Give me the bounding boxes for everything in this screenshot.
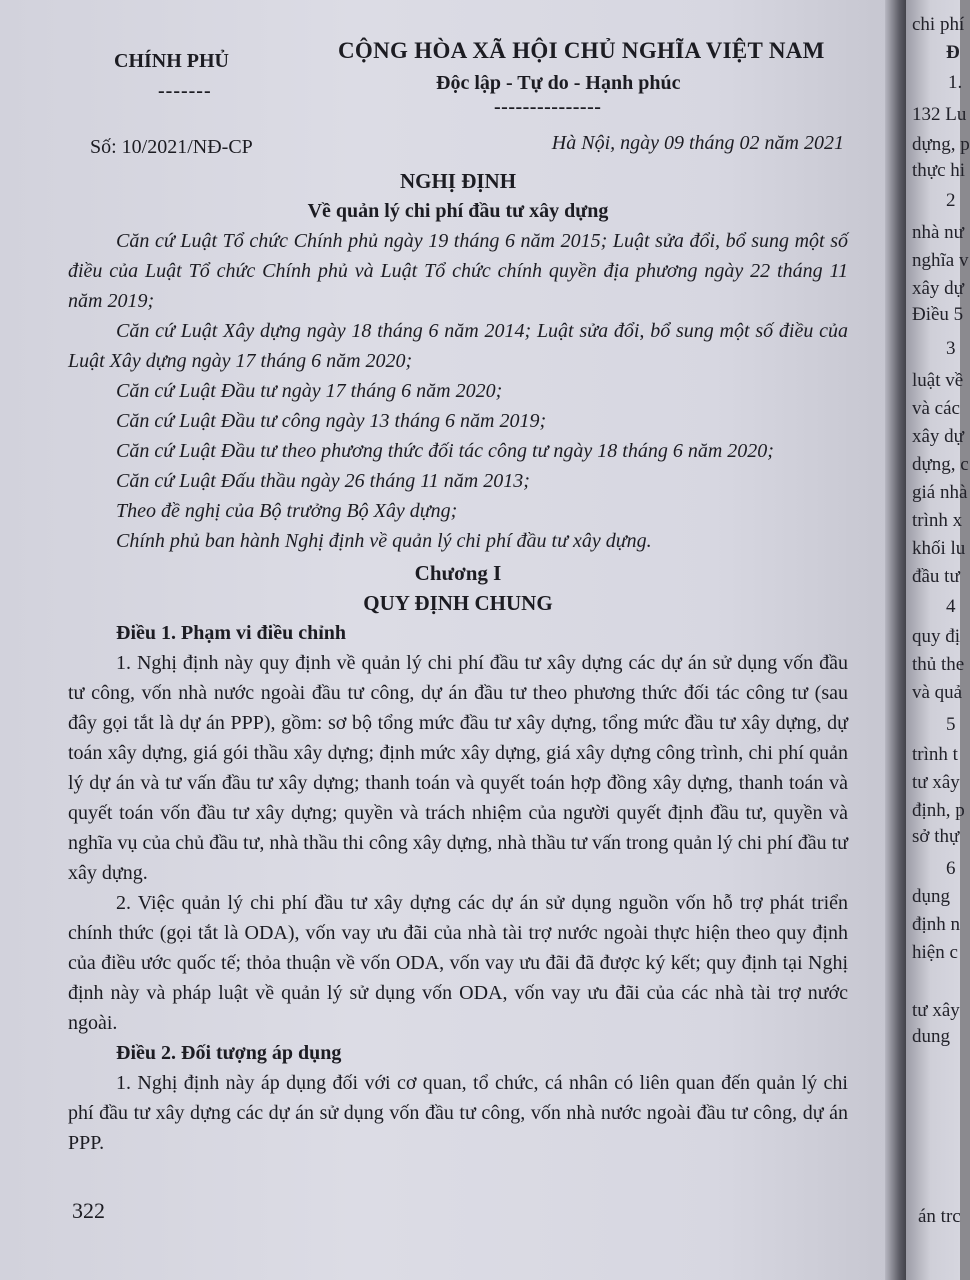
right-page-fragment: xây dự xyxy=(912,278,964,299)
right-page-fragment: chi phí xyxy=(912,14,965,35)
right-page-fragment: trình x xyxy=(912,510,963,531)
right-page-fragment: 6 xyxy=(946,858,956,879)
article-2-heading: Điều 2. Đối tượng áp dụng xyxy=(116,1042,342,1064)
legal-basis-item: Căn cứ Luật Đầu tư theo phương thức đối tác công tư ngày 18 tháng 6 năm 2020; xyxy=(116,440,774,462)
place-date: Hà Nội, ngày 09 tháng 02 năm 2021 xyxy=(551,132,844,154)
document-subtitle: Về quản lý chi phí đầu tư xây dựng xyxy=(307,200,609,222)
legal-basis-item: Chính phủ ban hành Nghị định về quản lý chi phí đầu tư xây dựng. xyxy=(116,530,652,552)
right-page-fragment: dựng, p xyxy=(912,134,970,155)
right-page xyxy=(906,0,970,1280)
right-page-fragment: dung xyxy=(912,1026,950,1047)
motto-underline: --------------- xyxy=(494,96,602,118)
right-page-fragment: đầu tư xyxy=(912,566,960,587)
decree-text xyxy=(68,32,848,1158)
legal-basis-item: Căn cứ Luật Tổ chức Chính phủ ngày 19 tháng 6 năm 2015; Luật sửa đổi, bổ sung một số điều của Luật Tổ chức Chính phủ và Luật Tổ chức chính quyền địa phương ngày 22 tháng 11 năm 2019; xyxy=(68,230,848,312)
legal-basis-item: Căn cứ Luật Đầu tư công ngày 13 tháng 6 năm 2019; xyxy=(116,410,547,432)
agency-underline: ------- xyxy=(158,80,212,102)
right-page-fragment: sở thự xyxy=(912,826,960,847)
right-page-fragment: luật về xyxy=(912,370,964,391)
legal-basis-item: Căn cứ Luật Đầu tư ngày 17 tháng 6 năm 2020; xyxy=(116,380,503,402)
right-page-fragment: định, p xyxy=(912,800,965,821)
national-title: CỘNG HÒA XÃ HỘI CHỦ NGHĨA VIỆT NAM xyxy=(338,38,825,63)
right-page-fragment: dụng xyxy=(912,886,950,907)
legal-basis-item: Căn cứ Luật Đấu thầu ngày 26 tháng 11 năm 2013; xyxy=(116,470,530,492)
right-page-fragment: giá nhà xyxy=(912,482,968,503)
right-page-fragment: án trc xyxy=(918,1206,961,1227)
legal-basis-item: Theo đề nghị của Bộ trưởng Bộ Xây dựng; xyxy=(116,500,458,522)
number-date-row xyxy=(68,128,848,164)
chapter-label: Chương I xyxy=(414,561,502,585)
right-page-fragment: tư xây xyxy=(912,772,960,793)
right-page-fragment: 2 xyxy=(946,190,956,211)
right-page-fragment: xây dự xyxy=(912,426,964,447)
right-page-fragment: tư xây xyxy=(912,1000,960,1021)
right-page-fragment: trình t xyxy=(912,744,958,765)
right-page-fragment: hiện c xyxy=(912,942,958,963)
right-page-fragment: dựng, c xyxy=(912,454,969,475)
right-page-fragment: 5 xyxy=(946,714,956,735)
right-page-fragment: Điều 5 xyxy=(912,304,964,325)
article-1-clause-2: 2. Việc quản lý chi phí đầu tư xây dựng các dự án sử dụng nguồn vốn hỗ trợ phát triển chính thức (gọi tắt là ODA), vốn vay ưu đãi của nhà tài trợ nước ngoài thực hiện theo quy định của điều ước quốc tế; thỏa thuận về vốn ODA, vốn vay ưu đãi đã được ký kết; quy định tại Nghị định này và pháp luật về quản lý sử dụng vốn ODA, vốn vay ưu đãi của các nhà tài trợ nước ngoài. xyxy=(68,892,848,1034)
document-number: Số: 10/2021/NĐ-CP xyxy=(90,136,253,158)
right-page-fragment: định n xyxy=(912,914,961,935)
page-number: 322 xyxy=(72,1198,105,1223)
document-title: NGHỊ ĐỊNH xyxy=(399,169,517,193)
article-2-clause-1: 1. Nghị định này áp dụng đối với cơ quan, tổ chức, cá nhân có liên quan đến quản lý chi phí đầu tư xây dựng các dự án sử dụng vốn đầu tư công, vốn nhà nước ngoài đầu tư công, dự án PPP. xyxy=(68,1072,848,1154)
national-motto: Độc lập - Tự do - Hạnh phúc xyxy=(436,72,681,94)
article-1-heading: Điều 1. Phạm vi điều chỉnh xyxy=(116,622,347,644)
article-1-clause-1: 1. Nghị định này quy định về quản lý chi phí đầu tư xây dựng các dự án sử dụng vốn đầu tư công, vốn nhà nước ngoài đầu tư công, dự án đầu tư theo phương thức đối tác công tư (sau đây gọi tắt là dự án PPP), gồm: sơ bộ tổng mức đầu tư xây dựng, tổng mức đầu tư xây dựng, dự toán xây dựng, giá gói thầu xây dựng; định mức xây dựng, giá xây dựng công trình, chi phí quản lý dự án và tư vấn đầu tư xây dựng; thanh toán và quyết toán hợp đồng xây dựng, thanh toán và quyết toán vốn đầu tư xây dựng; quyền và trách nhiệm của người quyết định đầu tư, quyền và nghĩa vụ của chủ đầu tư, nhà thầu thi công xây dựng, nhà thầu tư vấn trong quản lý chi phí đầu tư xây dựng. xyxy=(68,652,848,884)
right-page-fragment: nhà nư xyxy=(912,222,964,243)
right-page-fragment: khối lu xyxy=(912,538,966,559)
document-header xyxy=(68,32,848,124)
right-page-fragment: 3 xyxy=(946,338,956,359)
right-page-fragment: 132 Lu xyxy=(912,104,967,125)
right-page-fragment: quy đị xyxy=(912,626,961,647)
right-page-fragment: 1. xyxy=(948,72,963,93)
right-page-fragment: thực hi xyxy=(912,160,966,181)
right-page-fragment: thủ the xyxy=(912,654,965,675)
right-page-fragment: và các xyxy=(912,398,960,419)
right-page-fragment: 4 xyxy=(946,596,956,617)
chapter-name: QUY ĐỊNH CHUNG xyxy=(363,591,553,615)
right-page-fragment: và quả xyxy=(912,682,963,703)
legal-basis-item: Căn cứ Luật Xây dựng ngày 18 tháng 6 năm 2014; Luật sửa đổi, bổ sung một số điều của Luật Xây dựng ngày 17 tháng 6 năm 2020; xyxy=(68,320,848,372)
right-page-fragment: nghĩa v xyxy=(912,250,969,271)
right-page-fragment: Đ xyxy=(946,42,960,63)
issuing-agency: CHÍNH PHỦ xyxy=(114,50,229,72)
